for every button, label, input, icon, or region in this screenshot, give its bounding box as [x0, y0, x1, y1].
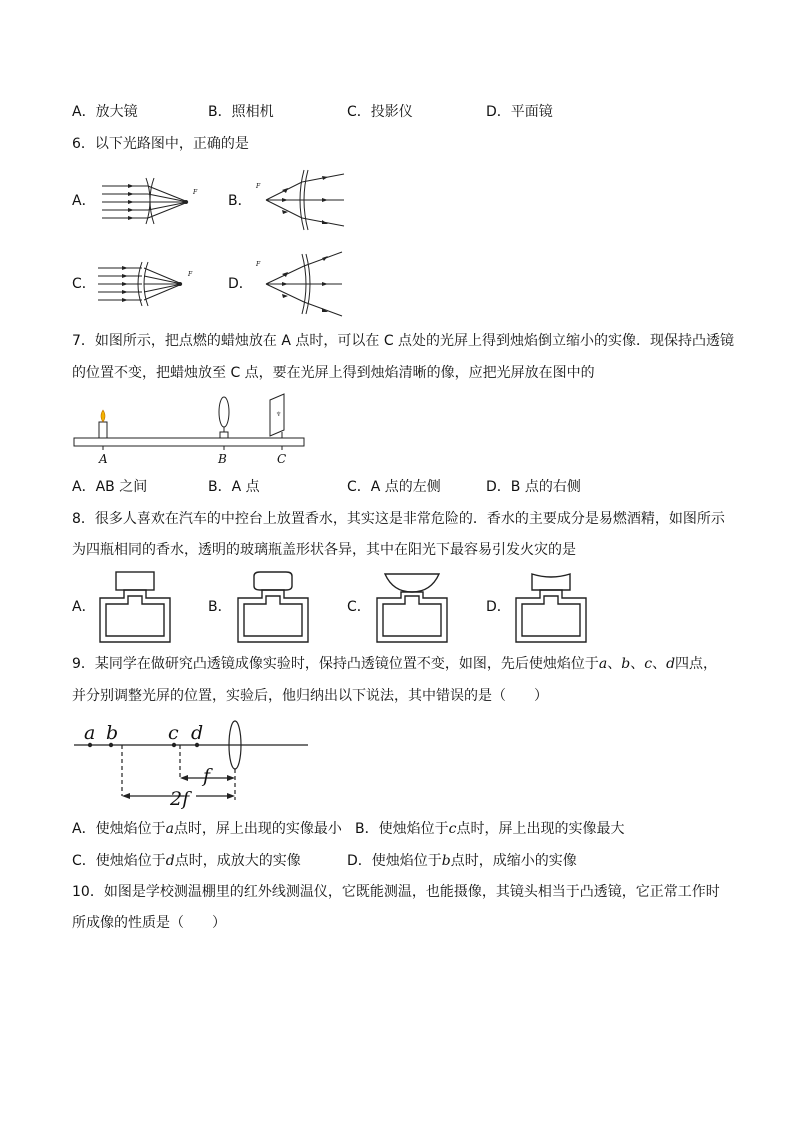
q7-stem-line1: 7．如图所示，把点燃的蜡烛放在 A 点时，可以在 C 点处的光屏上得到烛焰倒立缩小的实像．现保持凸透镜: [72, 333, 735, 349]
q6-label-a: A．: [72, 193, 96, 209]
q7-optical-bench-diagram: [72, 392, 312, 466]
q9-option-c: [72, 851, 301, 871]
q9-option-b-post: 点时，屏上出现的实像最大: [456, 821, 625, 837]
q8-label-a: A．: [72, 599, 96, 615]
q9-stem-line1-end: 四点，: [675, 656, 718, 672]
q10-stem-line1: 10．如图是学校测温棚里的红外线测温仪，它既能测温，也能摄像，其镜头相当于凸透镜，它正常工作时: [72, 884, 720, 900]
q6-diagram-a: [98, 174, 208, 226]
q8-bottle-d: [514, 570, 588, 644]
q6-diagram-b: [252, 168, 352, 232]
q9-stem-line1: 9．某同学在做研究凸透镜成像实验时，保持凸透镜位置不变，如图，先后使烛焰位于a、b、c、d四点，: [72, 656, 718, 672]
q9-option-a-var: a: [165, 821, 174, 837]
q9-option-b-var: c: [448, 821, 457, 837]
q9-fig-point-a: a: [84, 722, 96, 744]
q9-point-a-ref: a: [598, 656, 608, 672]
q10-stem-line2: 所成像的性质是（ ）: [72, 915, 226, 931]
q9-option-b-pre: B．使烛焰位于: [355, 821, 449, 837]
q9-point-d-ref: d: [666, 656, 676, 672]
q9-option-d: [347, 851, 577, 871]
q8-bottle-b: [236, 570, 310, 644]
q9-option-c-post: 点时，成放大的实像: [174, 853, 301, 869]
q9-point-b-ref: b: [621, 656, 631, 672]
q9-fig-f: f: [203, 765, 211, 787]
q9-option-d-pre: D．使烛焰位于: [347, 853, 442, 869]
q6-label-c: C．: [72, 276, 96, 292]
q9-option-a: [72, 819, 342, 839]
q6-stem: 6．以下光路图中，正确的是: [72, 136, 249, 152]
svg-text:♆: ♆: [276, 411, 282, 418]
q7-option-b: B．A 点: [208, 479, 260, 495]
q8-stem-line1: 8．很多人喜欢在汽车的中控台上放置香水，其实这是非常危险的．香水的主要成分是易燃酒精，如图所示: [72, 511, 725, 527]
q8-label-b: B．: [208, 599, 232, 615]
q9-stem-line2: 并分别调整光屏的位置，实验后，他归纳出以下说法，其中错误的是（ ）: [72, 688, 548, 704]
q9-option-d-post: 点时，成缩小的实像: [450, 853, 577, 869]
q7-option-d: D．B 点的右侧: [486, 479, 581, 495]
q9-option-a-pre: A．使烛焰位于: [72, 821, 166, 837]
q9-lens-diagram: [72, 718, 312, 814]
q6-label-d: D．: [228, 276, 253, 292]
q6-label-b: B．: [228, 193, 252, 209]
q9-option-d-var: b: [441, 853, 451, 869]
q8-bottle-a: [98, 570, 172, 644]
q9-option-a-post: 点时，屏上出现的实像最小: [173, 821, 342, 837]
q7-point-b: B: [218, 452, 227, 466]
q6-diagram-c: [94, 260, 204, 312]
q6-a-focus: F: [193, 189, 198, 196]
q6-d-focus: F: [256, 261, 261, 268]
q6-diagram-d: [252, 252, 352, 316]
q8-label-c: C．: [347, 599, 371, 615]
q7-point-c: C: [277, 452, 287, 466]
q7-option-a: A．AB 之间: [72, 479, 148, 495]
q5-option-a: A．放大镜: [72, 104, 138, 120]
q9-fig-point-c: c: [168, 722, 179, 744]
q6-b-focus: F: [256, 183, 261, 190]
q5-option-c: C．投影仪: [347, 104, 413, 120]
q8-stem-line2: 为四瓶相同的香水，透明的玻璃瓶盖形状各异，其中在阳光下最容易引发火灾的是: [72, 542, 576, 558]
q9-option-b: [355, 819, 624, 839]
q9-option-c-var: d: [165, 853, 175, 869]
q9-fig-point-b: b: [106, 722, 119, 744]
q9-fig-2f: 2f: [170, 788, 190, 810]
q8-label-d: D．: [486, 599, 511, 615]
q9-point-c-ref: c: [644, 656, 653, 672]
q9-stem-line1-text: 9．某同学在做研究凸透镜成像实验时，保持凸透镜位置不变，如图，先后使烛焰位于: [72, 656, 599, 672]
q9-option-c-pre: C．使烛焰位于: [72, 853, 166, 869]
q7-point-a: A: [99, 452, 108, 466]
q5-option-d: D．平面镜: [486, 104, 553, 120]
q8-bottle-c: [375, 570, 449, 644]
q6-c-focus: F: [188, 271, 193, 278]
q7-option-c: C．A 点的左侧: [347, 479, 441, 495]
q7-stem-line2: 的位置不变，把蜡烛放至 C 点，要在光屏上得到烛焰清晰的像，应把光屏放在图中的: [72, 365, 595, 381]
q5-option-b: B．照相机: [208, 104, 274, 120]
q9-fig-point-d: d: [191, 722, 204, 744]
